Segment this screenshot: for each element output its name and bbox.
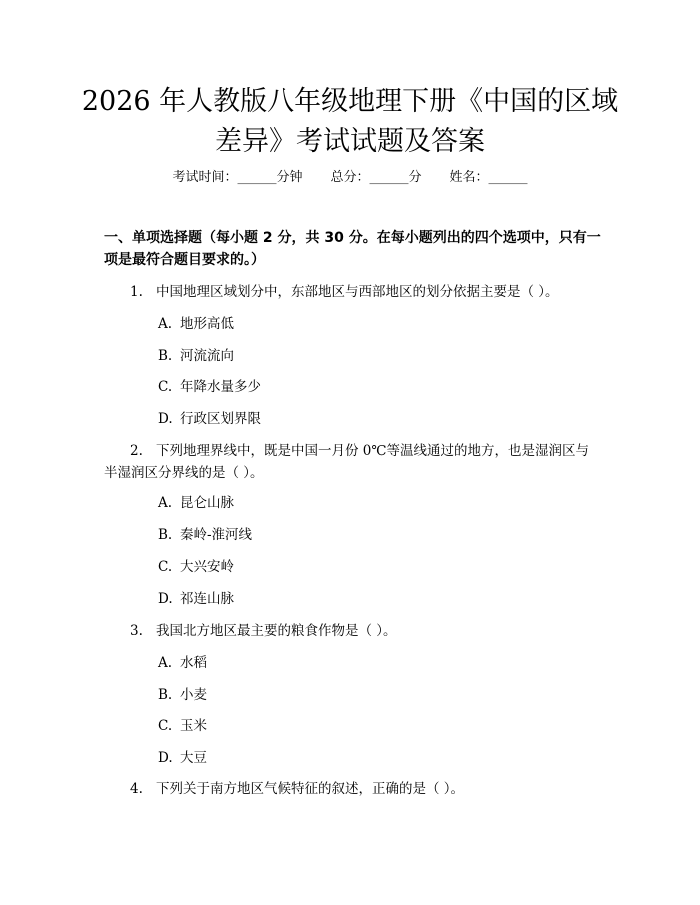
option-letter: D. bbox=[158, 750, 173, 766]
question-number: 4. bbox=[130, 781, 143, 797]
title-line-2: 差异》考试试题及答案 bbox=[215, 126, 485, 157]
option-letter: D. bbox=[158, 591, 173, 607]
question-3-option-d bbox=[158, 747, 207, 769]
question-1-option-c bbox=[158, 376, 261, 398]
question-1-option-d bbox=[158, 408, 261, 430]
option-text: 祁连山脉 bbox=[180, 591, 234, 607]
section-heading: 一、单项选择题（每小题 2 分，共 30 分。在每小题列出的四个选项中，只有一项是最符合题目要求的。） bbox=[104, 230, 601, 268]
question-2-option-c bbox=[158, 556, 234, 578]
option-text: 昆仑山脉 bbox=[180, 495, 234, 511]
question-1 bbox=[104, 281, 604, 303]
option-letter: C. bbox=[158, 718, 173, 734]
question-number: 3. bbox=[130, 623, 143, 639]
student-name: 姓名：______ bbox=[449, 170, 528, 185]
option-letter: C. bbox=[158, 379, 173, 395]
option-letter: A. bbox=[158, 655, 173, 671]
question-text: 我国北方地区最主要的粮食作物是（ ）。 bbox=[156, 623, 397, 639]
option-letter: B. bbox=[158, 527, 173, 543]
question-text-line-2: 半湿润区分界线的是（ ）。 bbox=[104, 465, 264, 481]
question-text: 下列关于南方地区气候特征的叙述，正确的是（ ）。 bbox=[156, 781, 465, 797]
question-3-option-a bbox=[158, 652, 207, 674]
option-letter: A. bbox=[158, 495, 173, 511]
question-number: 2. bbox=[130, 443, 143, 459]
question-1-option-a bbox=[158, 313, 234, 335]
option-text: 河流流向 bbox=[180, 348, 234, 364]
question-4 bbox=[104, 778, 604, 800]
option-letter: D. bbox=[158, 411, 173, 427]
page-title bbox=[60, 82, 640, 162]
option-letter: B. bbox=[158, 687, 173, 703]
option-letter: B. bbox=[158, 348, 173, 364]
question-1-option-b bbox=[158, 345, 234, 367]
question-2-option-a bbox=[158, 492, 234, 514]
option-text: 玉米 bbox=[180, 718, 207, 734]
question-number: 1. bbox=[130, 284, 143, 300]
total-score: 总分：______分 bbox=[330, 170, 422, 185]
option-letter: C. bbox=[158, 559, 173, 575]
exam-meta bbox=[0, 168, 700, 188]
option-letter: A. bbox=[158, 316, 173, 332]
option-text: 大豆 bbox=[180, 750, 207, 766]
title-line-1: 2026 年人教版八年级地理下册《中国的区域 bbox=[81, 86, 619, 117]
option-text: 大兴安岭 bbox=[180, 559, 234, 575]
option-text: 秦岭-淮河线 bbox=[180, 527, 253, 543]
option-text: 小麦 bbox=[180, 687, 207, 703]
question-text: 中国地理区域划分中，东部地区与西部地区的划分依据主要是（ ）。 bbox=[156, 284, 559, 300]
question-2 bbox=[104, 440, 604, 484]
option-text: 年降水量多少 bbox=[180, 379, 261, 395]
option-text: 地形高低 bbox=[180, 316, 234, 332]
question-3 bbox=[104, 620, 604, 642]
question-2-option-b bbox=[158, 524, 252, 546]
option-text: 水稻 bbox=[180, 655, 207, 671]
option-text: 行政区划界限 bbox=[180, 411, 261, 427]
question-3-option-c bbox=[158, 715, 207, 737]
question-2-option-d bbox=[158, 588, 234, 610]
question-3-option-b bbox=[158, 684, 207, 706]
question-text-line-1: 下列地理界线中，既是中国一月份 0℃等温线通过的地方，也是湿润区与 bbox=[156, 443, 589, 459]
exam-time: 考试时间：______分钟 bbox=[172, 170, 303, 185]
